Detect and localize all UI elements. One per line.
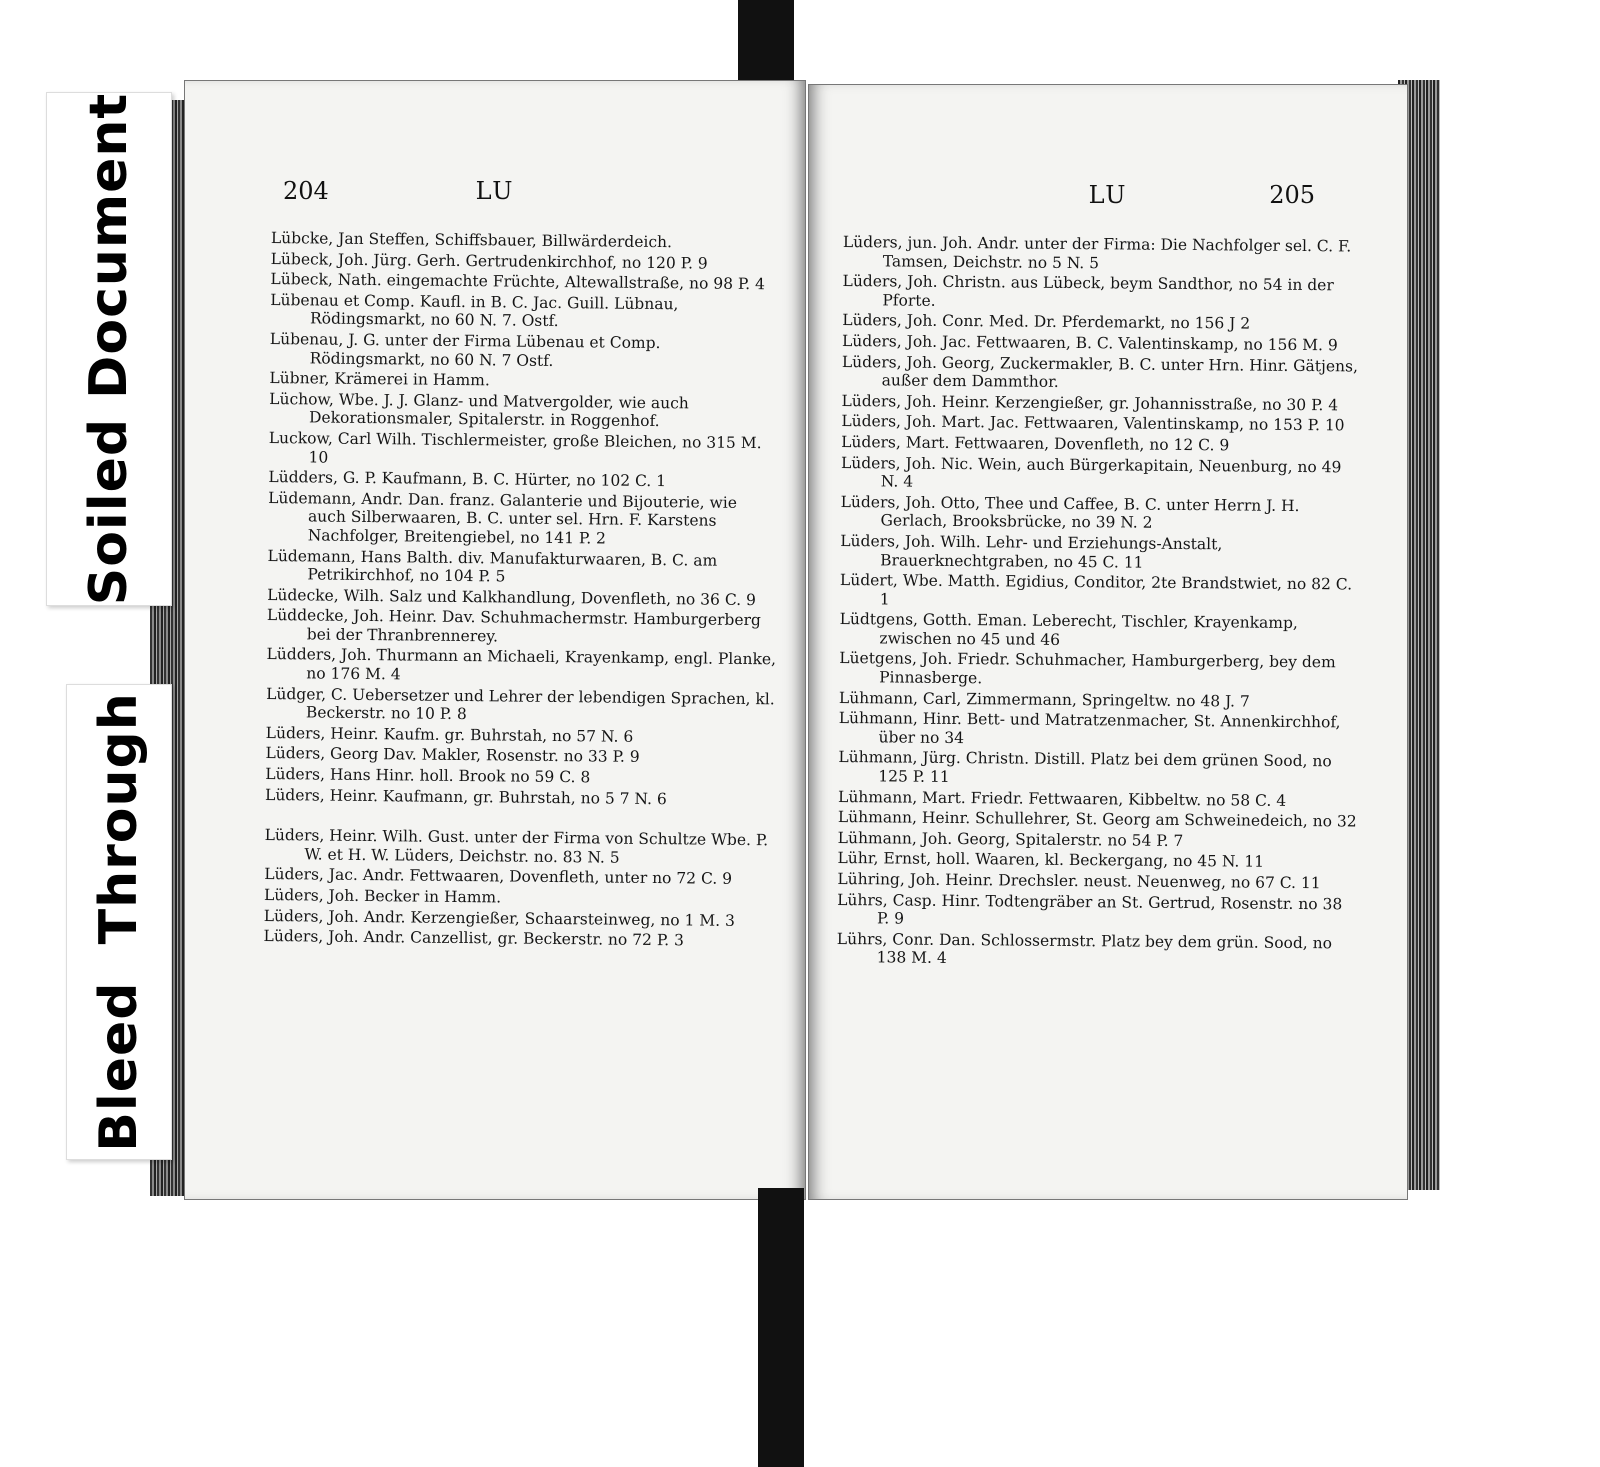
directory-entry: Lüdert, Wbe. Matth. Egidius, Conditor, 2te Brandstwiet, no 82 C. 1	[839, 571, 1353, 609]
directory-entry: Lüders, Heinr. Kaufmann, gr. Buhrstah, no 5 7 N. 6	[264, 785, 667, 808]
directory-entry: Lühmann, Jürg. Christn. Distill. Platz bei dem grünen Sood, no 125 P. 11	[838, 748, 1332, 786]
right-page-header	[809, 181, 1407, 217]
directory-entry: Lüders, Joh. Conr. Med. Dr. Pferdemarkt, no 156 J 2	[842, 311, 1251, 333]
directory-entry: Lüders, Joh. Wilh. Lehr- und Erziehungs-Anstalt, Brauerknechtgraben, no 45 C. 11	[840, 531, 1223, 572]
directory-entry: Lübeck, Joh. Jürg. Gerh. Gertrudenkirchhof, no 120 P. 9	[270, 249, 708, 273]
right-entry-list	[837, 233, 1363, 973]
directory-entry: Lüdtgens, Gotth. Eman. Leberecht, Tischler, Krayenkamp, zwischen no 45 und 46	[839, 610, 1298, 649]
directory-entry: Lüdders, Joh. Thurmann an Michaeli, Krayenkamp, engl. Planke, no 176 M. 4	[266, 645, 777, 684]
directory-entry: Lüders, Mart. Fettwaaren, Dovenfleth, no 12 C. 9	[841, 432, 1230, 455]
directory-entry: Lüders, Jac. Andr. Fettwaaren, Dovenfleth, unter no 72 C. 9	[264, 865, 733, 889]
directory-entry: Lüchow, Wbe. J. J. Glanz- und Matvergolder, wie auch Dekorationsmaler, Spitalerstr. in Roggenhof.	[269, 389, 689, 431]
directory-entry: Lüders, Joh. Jac. Fettwaaren, B. C. Valentinskamp, no 156 M. 9	[841, 331, 1338, 355]
directory-entry: Lüders, Georg Dav. Makler, Rosenstr. no 33 P. 9	[265, 744, 640, 767]
directory-entry: Lübcke, Jan Steffen, Schiffsbauer, Billwärderdeich.	[270, 229, 673, 252]
soiled-document-label	[46, 92, 172, 606]
running-head: LU	[475, 177, 515, 205]
left-page-header	[185, 177, 805, 213]
page-number: 204	[283, 177, 329, 205]
directory-entry: Lüders, Joh. Christn. aus Lübeck, beym Sandthor, no 54 in der Pforte.	[842, 272, 1334, 310]
directory-entry: Lübenau, J. G. unter der Firma Lübenau et Comp. Rödingsmarkt, no 60 N. 7 Ostf.	[269, 329, 661, 370]
directory-entry: Lüders, Joh. Heinr. Kerzengießer, gr. Johannisstraße, no 30 P. 4	[841, 391, 1339, 415]
bleed-through-text: Bleed Through	[89, 692, 149, 1152]
directory-entry: Lüders, Joh. Georg, Zuckermakler, B. C. unter Hrn. Hinr. Gätjens, außer dem Dammthor.	[841, 352, 1358, 392]
directory-entry: Lührs, Casp. Hinr. Todtengräber an St. Gertrud, Rosenstr. no 38 P. 9	[837, 890, 1343, 928]
directory-entry: Lüders, Joh. Andr. Canzellist, gr. Beckerstr. no 72 P. 3	[263, 927, 684, 950]
directory-entry: Lüddecke, Joh. Heinr. Dav. Schuhmachermstr. Hamburgerberg bei der Thranbrennerey.	[266, 606, 762, 646]
directory-entry: Lüders, Joh. Becker in Hamm.	[263, 885, 502, 907]
directory-entry: Luckow, Carl Wilh. Tischlermeister, große Bleichen, no 315 M. 10	[268, 428, 762, 467]
directory-entry: Lüders, Joh. Mart. Jac. Fettwaaren, Valentinskamp, no 153 P. 10	[841, 412, 1345, 435]
directory-entry: Lühmann, Hinr. Bett- und Matratzenmacher, St. Annenkirchhof, über no 34	[838, 709, 1341, 747]
open-book	[150, 80, 1440, 1200]
left-entry-list	[263, 229, 780, 953]
directory-entry: Lübner, Krämerei in Hamm.	[269, 369, 490, 390]
running-head: LU	[1088, 181, 1128, 209]
directory-entry: Lüetgens, Joh. Friedr. Schuhmacher, Hamburgerberg, bey dem Pinnasberge.	[839, 649, 1336, 688]
directory-entry: Lübenau et Comp. Kaufl. in B. C. Jac. Guill. Lübnau, Rödingsmarkt, no 60 N. 7. Ostf.	[270, 290, 679, 331]
directory-entry: Lühmann, Mart. Friedr. Fettwaaren, Kibbeltw. no 58 C. 4	[838, 787, 1287, 810]
directory-entry: Lüders, Heinr. Kaufm. gr. Buhrstah, no 57 N. 6	[265, 723, 634, 746]
soiled-document-text: Soiled Document	[79, 92, 139, 606]
directory-entry: Lühr, Ernst, holl. Waaren, kl. Beckergang, no 45 N. 11	[837, 849, 1265, 872]
directory-entry: Lüdger, C. Uebersetzer und Lehrer der lebendigen Sprachen, kl. Beckerstr. no 10 P. 8	[266, 684, 775, 724]
directory-entry: Lühmann, Heinr. Schullehrer, St. Georg am Schweinedeich, no 32	[837, 808, 1357, 831]
directory-entry: Lüders, Joh. Nic. Wein, auch Bürgerkapitain, Neuenburg, no 49 N. 4	[840, 453, 1342, 491]
bleed-through-label	[66, 684, 172, 1160]
directory-entry: Lüders, jun. Joh. Andr. unter der Firma: Die Nachfolger sel. C. F. Tamsen, Deichstr. no 5 N. 5	[842, 233, 1352, 272]
directory-entry: Lüdemann, Hans Balth. div. Manufakturwaaren, B. C. am Petrikirchhof, no 104 P. 5	[267, 546, 718, 586]
directory-entry: Lühmann, Carl, Zimmermann, Springeltw. no 48 J. 7	[838, 688, 1250, 711]
directory-entry: Lühmann, Joh. Georg, Spitalerstr. no 54 P. 7	[837, 828, 1184, 850]
directory-entry: Lühring, Joh. Heinr. Drechsler. neust. Neuenweg, no 67 C. 11	[837, 869, 1321, 893]
directory-entry: Lüders, Hans Hinr. holl. Brook no 59 C. 8	[265, 765, 591, 787]
left-page	[184, 80, 806, 1200]
directory-entry: Lührs, Conr. Dan. Schlossermstr. Platz bey dem grün. Sood, no 138 M. 4	[836, 929, 1333, 968]
directory-entry: Lüders, Joh. Andr. Kerzengießer, Schaarsteinweg, no 1 M. 3	[263, 906, 736, 930]
directory-entry: Lüders, Heinr. Wilh. Gust. unter der Firma von Schultze Wbe. P. W. et H. W. Lüders, Deichstr. no. 83 N. 5	[264, 826, 769, 867]
directory-entry: Lüdders, G. P. Kaufmann, B. C. Hürter, no 102 C. 1	[268, 468, 667, 491]
page-number: 205	[1269, 181, 1315, 209]
directory-entry: Lüdecke, Wilh. Salz und Kalkhandlung, Dovenfleth, no 36 C. 9	[267, 585, 757, 609]
directory-entry: Lübeck, Nath. eingemachte Früchte, Altewallstraße, no 98 P. 4	[270, 270, 766, 294]
bookmark-ribbon-bottom	[758, 1188, 804, 1467]
directory-entry: Lüdemann, Andr. Dan. franz. Galanterie und Bijouterie, wie auch Silberwaaren, B. C. unter sel. Hrn. F. Karstens Nachfolger, Breitengiebel, no 141 P. 2	[268, 488, 738, 548]
right-page	[808, 84, 1408, 1200]
directory-entry: Lüders, Joh. Otto, Thee und Caffee, B. C. unter Herrn J. H. Gerlach, Brooksbrücke, no 39 N. 2	[840, 492, 1300, 533]
